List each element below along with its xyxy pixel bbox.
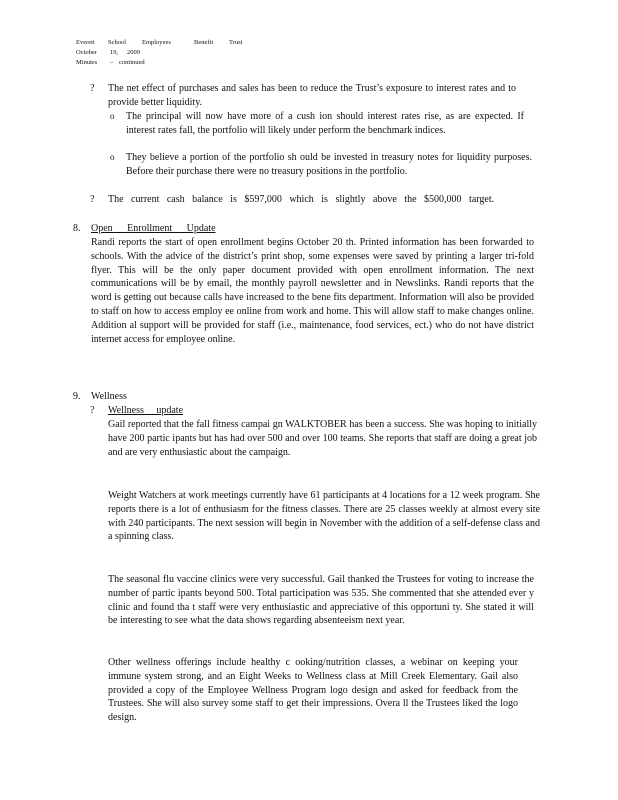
paragraph-text: The current cash balance is $597,000 which is slightly above the $500,000 target.: [108, 194, 495, 205]
header-date-word: October: [76, 49, 97, 56]
bullet-glyph: ?: [90, 194, 95, 205]
wellness-paragraph-weight-watchers: [108, 489, 540, 544]
bullet-glyph: ?: [90, 83, 95, 94]
section-8-body: [91, 236, 534, 346]
document-header: [76, 38, 276, 70]
header-org-word: Everett: [76, 39, 95, 46]
section-title-wellness: Wellness: [91, 391, 127, 402]
section-number: 8.: [73, 223, 81, 234]
header-org-word: Benefit: [194, 39, 214, 46]
subsection-title-wellness-update: Wellness update: [108, 405, 184, 416]
trust-bullet-net-effect: [108, 82, 516, 110]
header-org-word: Trust: [229, 39, 243, 46]
paragraph-text: Randi reports the start of open enrollment begins October 20 th. Printed information has been forwarded to schools. With the advice of the district’s print shop, some expenses were saved by printing a larger tri-fold flyer. This will be the only paper document provided with open enrollment information. The next communications will be by email, the monthly payroll newsletter and in Newslinks. Randi reports that the word is getting out because calls have increased to the bene fits department. Information will also be provided to staff on how to access employ ee online from work and home. This will allow staff to make changes online. Addition al support will be provided for staff (i.e., maintenance, food services, ect.) who do not have district internet access for employee online.: [91, 237, 534, 345]
header-minutes-word: continued: [119, 59, 145, 66]
section-title-open-enrollment: Open Enrollment Update: [91, 223, 216, 234]
header-date-word: 19,: [110, 49, 119, 56]
paragraph-text: Weight Watchers at work meetings currently have 61 participants at 4 locations for a 12 week program. She reports there is a lot of enthusiasm for the fitness classes. There are 25 classes weekly at almost every site with 240 participants. The next session will begin in November with the addition of a self-defense class and a spinning class.: [108, 490, 540, 543]
wellness-paragraph-flu-clinics: [108, 573, 534, 628]
header-date-word: 2009: [127, 49, 140, 56]
paragraph-text: Gail reported that the fall fitness campai gn WALKTOBER has been a success. She was hoping to initially have 200 partic ipants but has had over 500 and over 100 teams. She reports that staff are doing a great job and are very enthusiastic about the campaign.: [108, 419, 537, 458]
header-minutes-word: –: [110, 59, 114, 66]
header-minutes-word: Minutes: [76, 59, 98, 66]
paragraph-text: They believe a portion of the portfolio sh ould be invested in treasury notes for liquidity purposes. Before their purchase there were no treasury positions in the portfolio.: [126, 152, 532, 177]
paragraph-text: Other wellness offerings include healthy c ooking/nutrition classes, a webinar on keeping your immune system strong, and an Eight Weeks to Wellness class at Mill Creek Elementary. Gail also provided a copy of the Employee Wellness Program logo design and asked for feedback from the Trustees. She will also survey some staff to get their impressions. Overa ll the Trustees liked the logo design.: [108, 657, 518, 724]
bullet-glyph: ?: [90, 405, 95, 416]
paragraph-text: The principal will now have more of a cush ion should interest rates rise, as are expected. If interest rates fall, the portfolio will likely under perform the benchmark indices.: [126, 111, 524, 136]
trust-bullet-cash-balance: [108, 193, 528, 207]
sub-bullet-glyph: o: [110, 152, 115, 162]
paragraph-text: The net effect of purchases and sales has been to reduce the Trust’s exposure to interest rates and to provide better liquidity.: [108, 83, 516, 108]
wellness-paragraph-walktober: [108, 418, 537, 459]
paragraph-text: The seasonal flu vaccine clinics were very successful. Gail thanked the Trustees for voting to increase the number of partic ipants beyond 500. Total participation was 535. She commented that she attended ever y clinic and found tha t staff were very enthusiastic and appreciative of this opportuni ty. She stated it will be interesting to see what the data shows regarding absenteeism next year.: [108, 574, 534, 627]
section-number: 9.: [73, 391, 81, 402]
sub-bullet-glyph: o: [110, 111, 115, 121]
header-org-word: School: [108, 39, 127, 46]
trust-subbullet-treasury: [126, 151, 532, 179]
trust-subbullet-principal: [126, 110, 524, 138]
wellness-paragraph-other-offerings: [108, 656, 518, 725]
header-org-word: Employees: [142, 39, 171, 46]
